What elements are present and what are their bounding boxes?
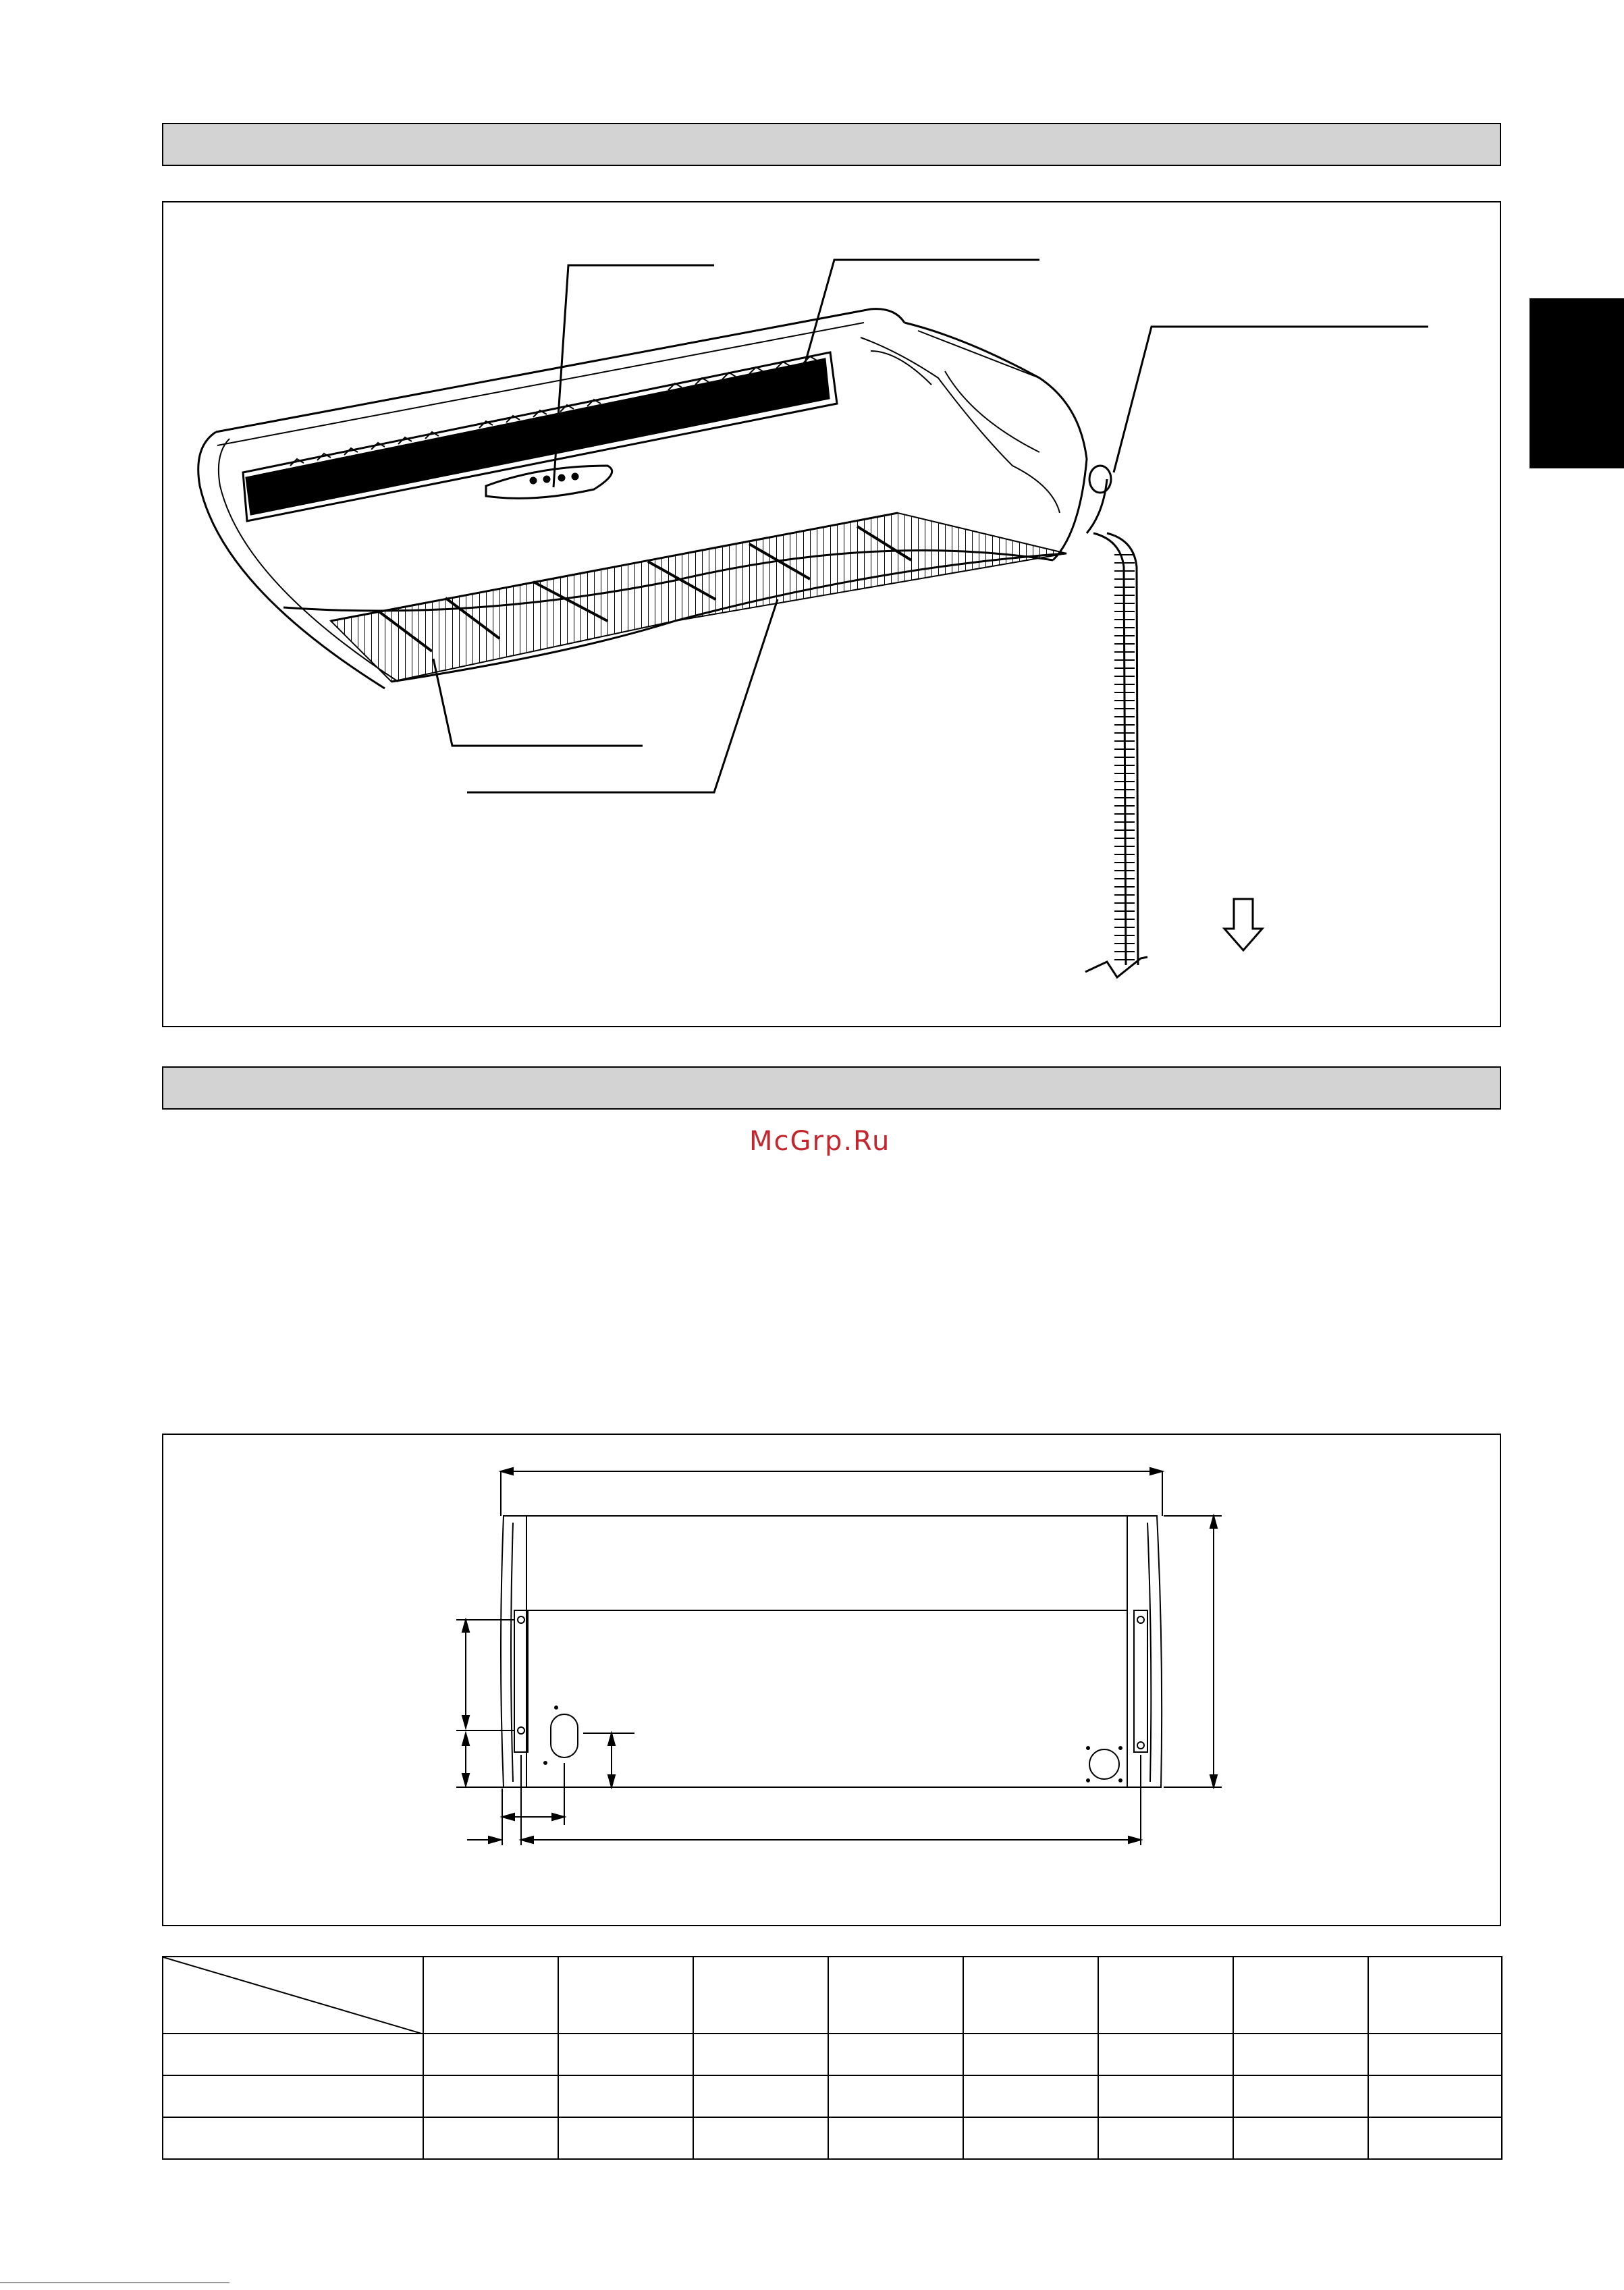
table-header-cell [558,1957,693,2034]
dimension-line [456,1468,1222,1845]
table-header-cell [693,1957,828,2034]
table-header-cell [828,1957,963,2034]
mounting-bracket [1134,1610,1147,1752]
watermark-text: McGrp.Ru [749,1126,891,1157]
table-header-cell [1098,1957,1233,2034]
footer-rule [0,2282,229,2283]
table-header-cell [963,1957,1098,2034]
table-header-cell [1368,1957,1502,2034]
table-header-corner [163,1957,423,2034]
table-row [163,2034,1502,2075]
table-header-cell [1233,1957,1368,2034]
table-row [163,2075,1502,2117]
pipe-opening [551,1714,578,1757]
air-conditioner-unit-illustration [198,309,1147,977]
flow-direction-arrow-icon [1224,899,1262,950]
unit-front-elevation [501,1516,1162,1787]
pipe-opening [1089,1749,1119,1779]
table-row [163,2117,1502,2159]
table-header-cell [423,1957,558,2034]
diagonal-divider [163,1957,424,2034]
dimension-table [162,1956,1503,2160]
